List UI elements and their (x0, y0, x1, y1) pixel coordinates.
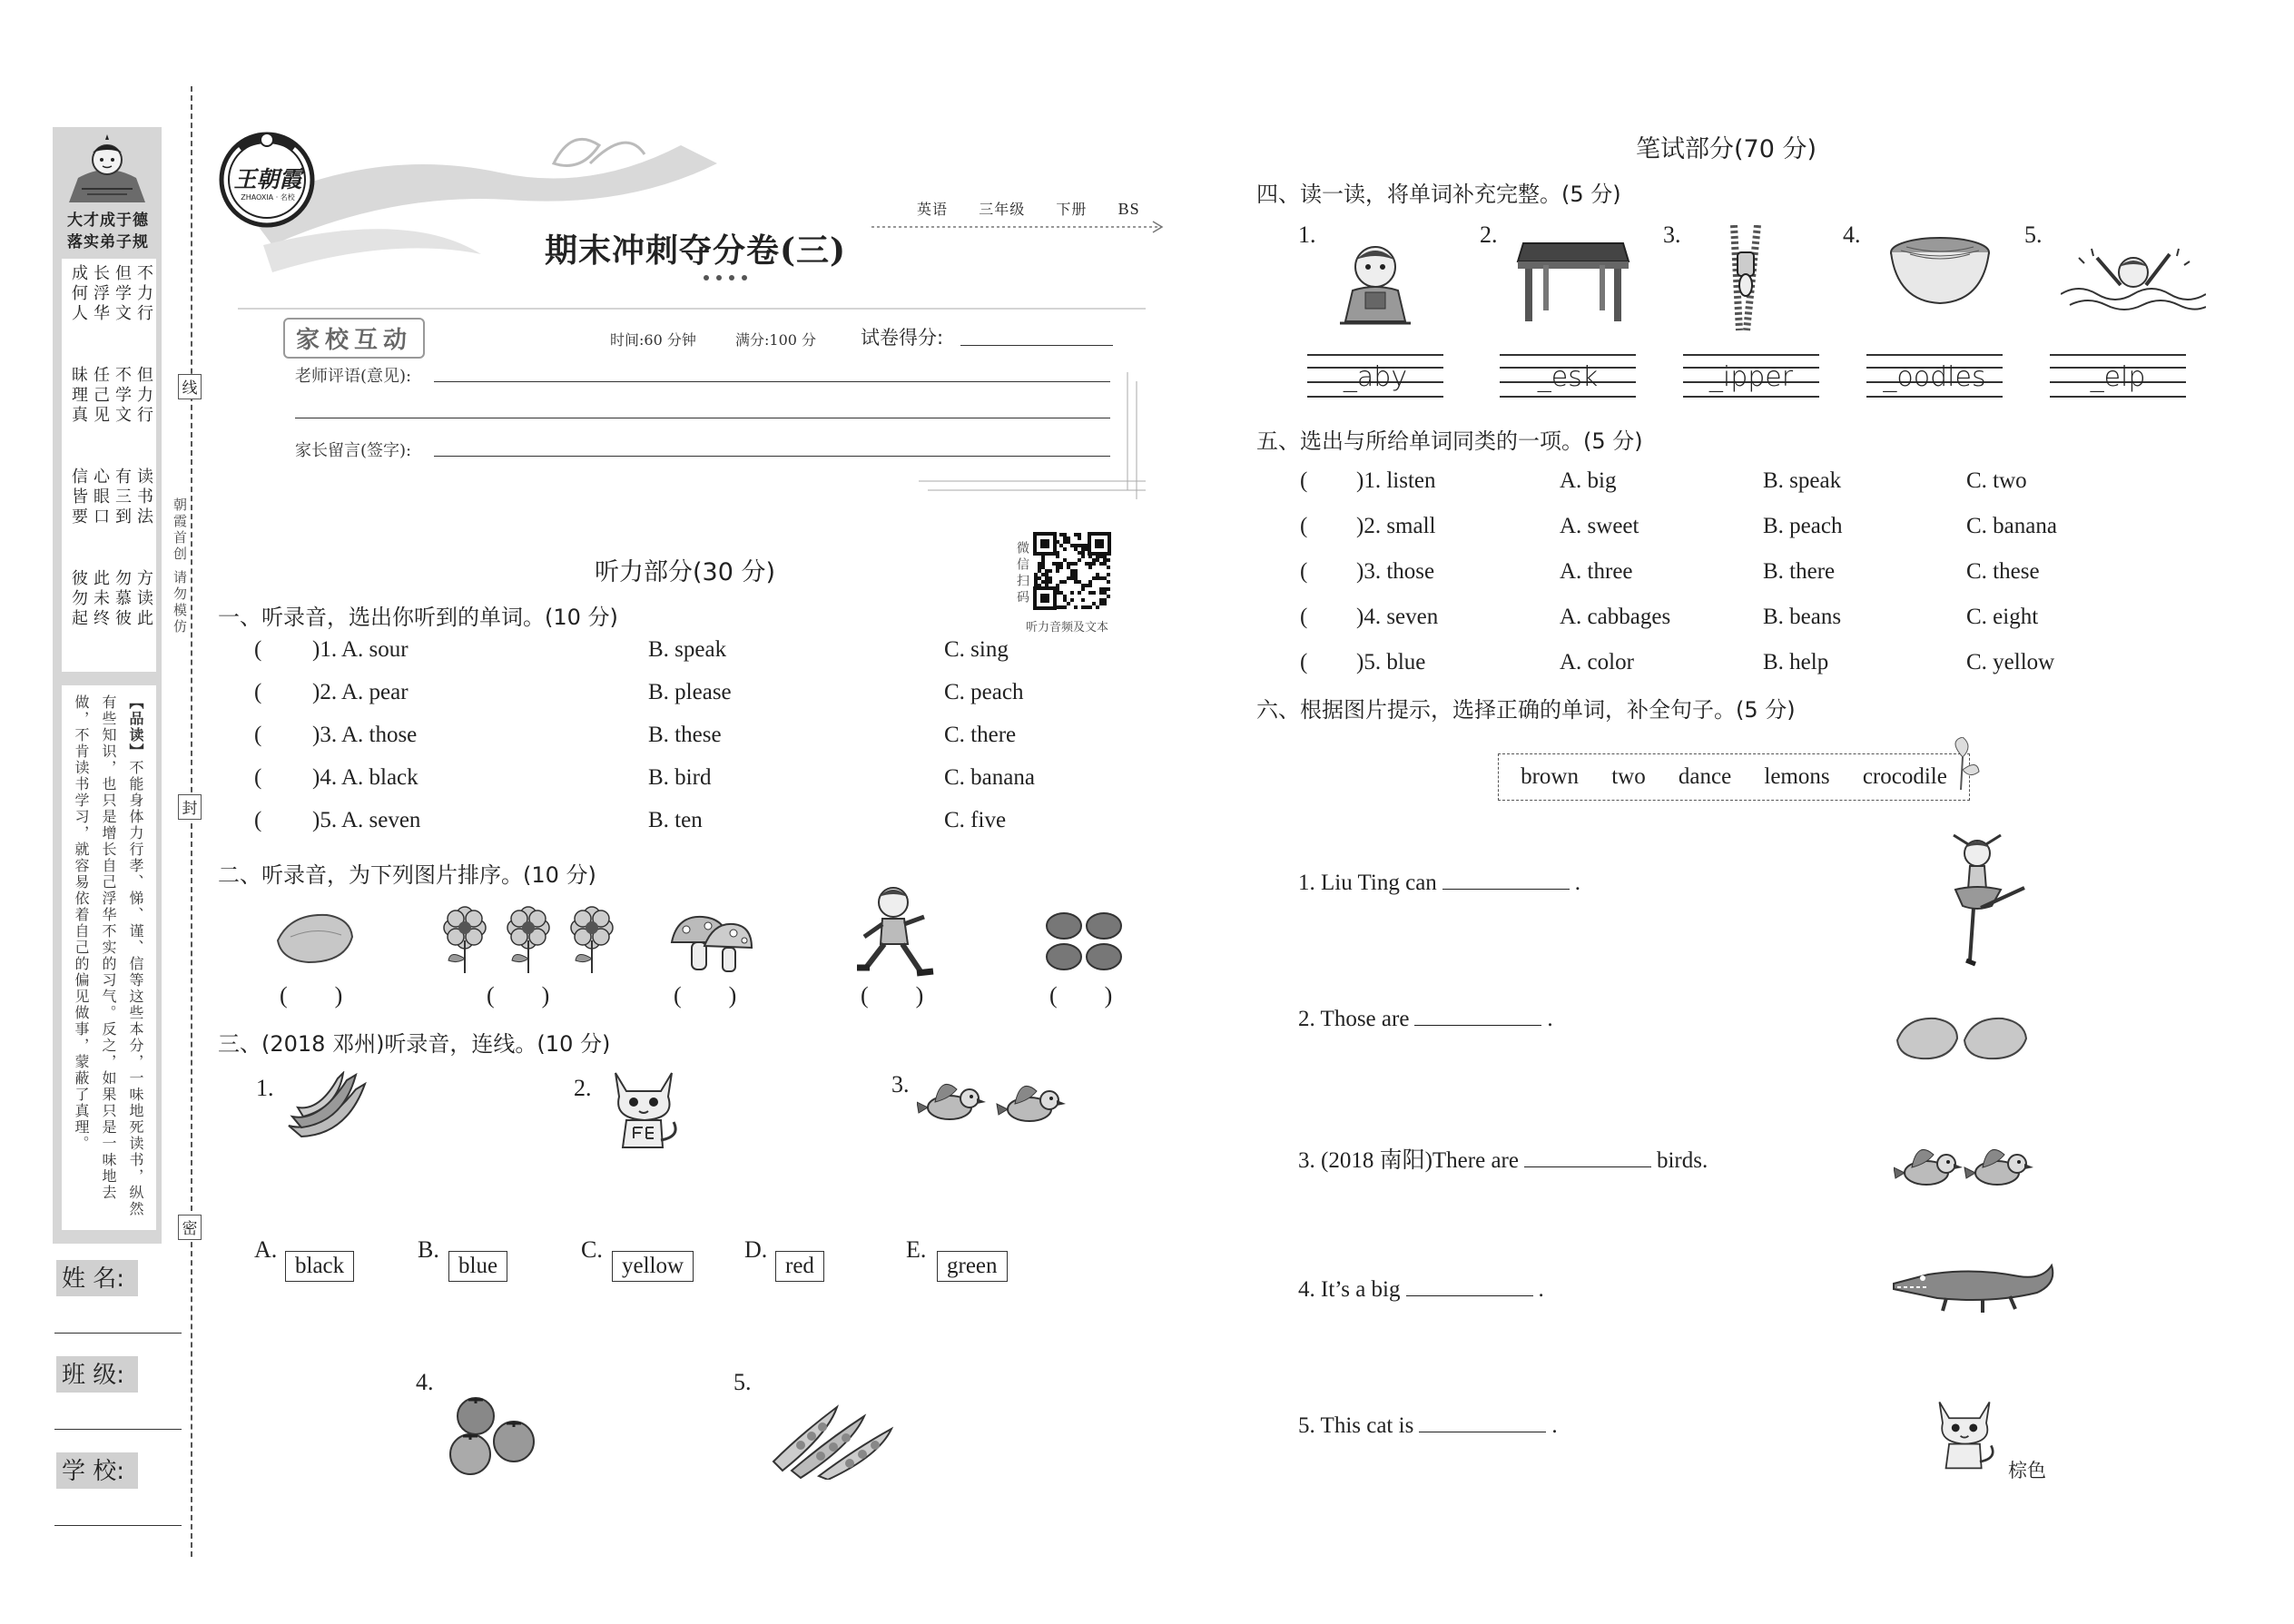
school-field[interactable] (54, 1525, 182, 1526)
cut-mark-mi: 密 (178, 1215, 202, 1240)
q2-paren-4[interactable]: ( ) (861, 982, 924, 1009)
q1-item-a[interactable]: )4. A. black (312, 765, 418, 790)
q5-option-a[interactable]: A. three (1560, 559, 1633, 584)
q5-paren[interactable]: ( (1300, 605, 1308, 629)
cat-image-2 (1928, 1389, 2001, 1480)
q6-sentence (1298, 1412, 1558, 1439)
poem-column: 不学文 (113, 366, 132, 426)
q2-paren-2[interactable]: ( ) (487, 982, 550, 1009)
poem-column: 长浮华 (91, 264, 110, 324)
q5-title: 五、选出与所给单词同类的一项。(5 分) (1256, 428, 1643, 454)
q3-num-3: 3. (891, 1071, 910, 1097)
q5-option-a[interactable]: A. cabbages (1560, 605, 1671, 629)
q6-blank[interactable] (1442, 870, 1570, 890)
teacher-label: 老师评语(意见): (295, 367, 412, 386)
q6-sentence-start: 4. It’s a big (1298, 1277, 1401, 1302)
q3-option-word[interactable]: black (285, 1251, 354, 1282)
poem-column: 信皆要 (69, 468, 88, 527)
motto-line-2: 落实弟子规 (67, 233, 149, 251)
q1-item-a[interactable]: )2. A. pear (312, 680, 409, 704)
q3-option-letter: E. (906, 1236, 927, 1263)
qr-code[interactable] (1033, 532, 1111, 610)
crocodile-image (1892, 1253, 2059, 1316)
lemon-image (272, 910, 356, 968)
q4-writing-line[interactable] (1683, 354, 1819, 401)
school-label: 学 校: (56, 1452, 138, 1489)
q2-paren-1[interactable]: ( ) (280, 982, 343, 1009)
poem-column: 彼勿起 (69, 569, 88, 629)
q5-option-a[interactable]: A. big (1560, 468, 1617, 493)
q5-option-a[interactable]: A. sweet (1560, 514, 1639, 538)
home-school-badge: 家校互动 (283, 318, 425, 359)
q6-blank[interactable] (1414, 1006, 1541, 1026)
q2-title: 二、听录音，为下列图片排序。(10 分) (218, 862, 596, 888)
q4-num-1: 1. (1298, 221, 1316, 248)
qr-side-text: 微信扫码 (1015, 541, 1029, 606)
q1-paren[interactable]: ( (254, 637, 262, 662)
two-birds-image (917, 1068, 1080, 1140)
q1-item-b[interactable]: B. please (648, 680, 732, 704)
q3-title: 三、(2018 邓州)听录音，连线。(10 分) (218, 1031, 611, 1057)
q1-paren[interactable]: ( (254, 680, 262, 704)
q6-sentence-start: 2. Those are (1298, 1007, 1410, 1031)
q5-item-word[interactable]: )1. listen (1356, 468, 1436, 493)
q6-sentence-end: birds. (1656, 1148, 1708, 1173)
q5-option-b[interactable]: B. beans (1763, 605, 1842, 629)
word-bank-item: brown (1521, 764, 1579, 789)
q6-title: 六、根据图片提示，选择正确的单词，补全句子。(5 分) (1256, 697, 1796, 723)
q5-option-b[interactable]: B. speak (1763, 468, 1842, 493)
q5-option-a[interactable]: A. color (1560, 650, 1634, 674)
mushrooms-image (668, 911, 755, 975)
q4-num-2: 2. (1480, 221, 1498, 248)
cut-note: 朝霞首创 请勿模仿 (172, 497, 188, 635)
cut-mark-feng: 封 (178, 794, 202, 820)
q4-word: _aby (1343, 361, 1408, 393)
q4-writing-line[interactable] (2050, 354, 2186, 401)
q1-item-c[interactable]: C. banana (944, 765, 1035, 790)
q3-num-1: 1. (256, 1075, 274, 1101)
color-hint: 棕色 (2008, 1460, 2046, 1481)
q5-item-word[interactable]: )2. small (1356, 514, 1436, 538)
q5-option-b[interactable]: B. there (1763, 559, 1836, 584)
desk-image (1514, 234, 1632, 325)
q4-word: _esk (1537, 361, 1599, 393)
dancer-image (1934, 833, 2033, 969)
q1-item-a[interactable]: )5. A. seven (312, 808, 421, 832)
q6-sentence-end: . (1551, 1413, 1558, 1438)
tag-grade: 三年级 (979, 201, 1026, 218)
q5-paren[interactable]: ( (1300, 514, 1308, 538)
q6-sentence (1298, 1006, 1553, 1032)
running-boy-image (848, 881, 939, 980)
q5-item-word[interactable]: )4. seven (1356, 605, 1439, 629)
zipper-image (1721, 225, 1776, 332)
q4-word: _elp (2090, 361, 2146, 393)
word-bank-item: dance (1678, 764, 1732, 789)
q1-item-b[interactable]: B. bird (648, 765, 712, 790)
exam-title: 期末冲刺夺分卷(三) (545, 231, 847, 270)
word-bank (1498, 753, 1970, 801)
poem-column: 此未终 (91, 569, 110, 629)
dizigui-poem (62, 259, 156, 672)
tomatoes-image (441, 1394, 543, 1476)
q5-option-c[interactable]: C. these (1966, 559, 2040, 584)
class-field[interactable] (54, 1429, 182, 1430)
baby-image (1334, 240, 1416, 330)
q3-option-letter: C. (581, 1236, 603, 1263)
cut-line (191, 86, 192, 1557)
q3-option-letter: D. (744, 1236, 768, 1263)
cut-mark-xian: 线 (178, 374, 202, 399)
q3-option-letter: A. (254, 1236, 278, 1263)
header-tags (917, 198, 1140, 219)
result-field[interactable] (960, 345, 1113, 346)
cat-image (603, 1064, 684, 1155)
q1-paren[interactable]: ( (254, 723, 262, 747)
name-label: 姓 名: (56, 1260, 138, 1296)
q5-option-b[interactable]: B. peach (1763, 514, 1843, 538)
q5-item-word[interactable]: )5. blue (1356, 650, 1426, 674)
q5-paren[interactable]: ( (1300, 650, 1308, 674)
tags-underline (871, 218, 1171, 236)
word-bank-item: lemons (1764, 764, 1830, 789)
q4-title: 四、读一读，将单词补充完整。(5 分) (1256, 182, 1621, 207)
q6-sentence-start: 5. This cat is (1298, 1413, 1414, 1438)
parent-label: 家长留言(签字): (295, 441, 412, 460)
reading-body: 不能身体力行孝、悌、谨、信等这些本分，一味地死读书，纵然有些知识，也只是增长自己浮华不实的习气。反之，如果只是一味地去做，不肯读书学习，就容易依着自己的偏见做事，蒙蔽了真理。 (73, 694, 144, 1217)
q1-item-c[interactable]: C. peach (944, 680, 1024, 704)
q4-num-3: 3. (1663, 221, 1681, 248)
q1-item-a[interactable]: )1. A. sour (312, 637, 409, 662)
q2-paren-5[interactable]: ( ) (1049, 982, 1113, 1009)
q3-option-word[interactable]: yellow (612, 1251, 694, 1282)
q1-paren[interactable]: ( (254, 808, 262, 832)
parent-field[interactable] (434, 456, 1110, 457)
q4-word: _ipper (1708, 361, 1794, 393)
q6-blank[interactable] (1524, 1147, 1651, 1167)
q6-blank[interactable] (1406, 1276, 1533, 1296)
q4-writing-line[interactable] (1500, 354, 1636, 401)
poem-column: 有三到 (113, 468, 132, 527)
tag-subject: 英语 (917, 201, 949, 218)
q1-title: 一、听录音，选出你听到的单词。(10 分) (218, 605, 618, 630)
word-bank-item: crocodile (1862, 764, 1947, 789)
four-eggs-image (1044, 911, 1126, 973)
q5-option-c[interactable]: C. eight (1966, 605, 2039, 629)
q5-item-word[interactable]: )3. those (1356, 559, 1435, 584)
reading-label: 【品读】 (127, 694, 144, 760)
writing-heading: 笔试部分(70 分) (1636, 135, 1817, 163)
name-field[interactable] (54, 1333, 182, 1334)
flowers-image (438, 904, 619, 975)
q5-option-c[interactable]: C. yellow (1966, 650, 2055, 674)
q1-item-c[interactable]: C. five (944, 808, 1007, 832)
q1-item-b[interactable]: B. ten (648, 808, 703, 832)
sprout-icon (1943, 737, 1981, 792)
q1-item-c[interactable]: C. there (944, 723, 1017, 747)
poem-column: 成何人 (69, 264, 88, 324)
title-dots (699, 272, 763, 283)
q4-writing-line[interactable] (1866, 354, 2003, 401)
two-birds-image-2 (1894, 1133, 2039, 1202)
q6-sentence-end: . (1574, 871, 1581, 895)
q6-sentence-end: . (1538, 1277, 1544, 1302)
q1-paren[interactable]: ( (254, 765, 262, 790)
q5-option-c[interactable]: C. two (1966, 468, 2027, 493)
two-lemons-image (1894, 1013, 2030, 1064)
q3-num-4: 4. (416, 1369, 434, 1395)
q5-paren[interactable]: ( (1300, 559, 1308, 584)
poem-column: 方读此 (134, 569, 153, 629)
poem-column: 但学文 (113, 264, 132, 324)
bananas-image (283, 1071, 374, 1144)
q6-sentence-start: 1. Liu Ting can (1298, 871, 1437, 895)
q6-sentence (1298, 1142, 1708, 1175)
brand-sub: ZHAOXIA · 名校 (241, 193, 295, 202)
q3-num-5: 5. (733, 1369, 752, 1395)
teacher-field[interactable] (434, 381, 1110, 382)
q5-option-b[interactable]: B. help (1763, 650, 1829, 674)
reading-text (67, 694, 149, 1221)
brand-name: 王朝霞 (233, 166, 302, 192)
q3-option-word[interactable]: red (775, 1251, 824, 1282)
q6-sentence-start: 3. (2018 南阳)There are (1298, 1148, 1519, 1173)
q4-num-5: 5. (2024, 221, 2043, 248)
q1-item-b[interactable]: B. speak (648, 637, 727, 662)
score-label: 满分:100 分 (735, 331, 817, 349)
q5-paren[interactable]: ( (1300, 468, 1308, 493)
poem-column: 心眼口 (91, 468, 110, 527)
q4-writing-line[interactable] (1307, 354, 1443, 401)
poem-column: 读书法 (134, 468, 153, 527)
q1-item-b[interactable]: B. these (648, 723, 722, 747)
q1-item-a[interactable]: )3. A. those (312, 723, 418, 747)
q6-sentence-end: . (1547, 1007, 1553, 1031)
q3-option-letter: B. (418, 1236, 439, 1263)
poem-column: 勿慕彼 (113, 569, 132, 629)
q2-paren-3[interactable]: ( ) (674, 982, 737, 1009)
q3-option-word[interactable]: blue (448, 1251, 507, 1282)
q3-num-2: 2. (574, 1075, 592, 1101)
q6-sentence (1298, 870, 1580, 896)
poem-column: 昧理真 (69, 366, 88, 426)
q1-item-c[interactable]: C. sing (944, 637, 1009, 662)
q4-word: _oodles (1883, 361, 1986, 393)
listening-heading: 听力部分(30 分) (595, 558, 776, 586)
q6-blank[interactable] (1419, 1412, 1546, 1432)
result-label: 试卷得分: (861, 327, 944, 349)
class-label: 班 级: (56, 1356, 138, 1393)
q6-sentence (1298, 1276, 1544, 1303)
poem-column: 但力行 (134, 366, 153, 426)
q3-option-word[interactable]: green (937, 1251, 1008, 1282)
noodles-image (1888, 236, 1992, 309)
mascot-illustration (60, 134, 154, 205)
tag-edition: BS (1117, 200, 1140, 218)
qr-caption: 听力音频及文本 (1026, 621, 1109, 635)
peas-image (764, 1398, 901, 1480)
q5-option-c[interactable]: C. banana (1966, 514, 2057, 538)
reading-box (62, 685, 156, 1230)
tag-term: 下册 (1056, 201, 1088, 218)
motto-line-1: 大才成于德 (67, 212, 149, 230)
help-drowning-image (2061, 240, 2206, 321)
poem-column: 任己见 (91, 366, 110, 426)
poem-column: 不力行 (134, 264, 153, 324)
word-bank-item: two (1611, 764, 1646, 789)
time-label: 时间:60 分钟 (610, 331, 696, 349)
q4-num-4: 4. (1843, 221, 1861, 248)
